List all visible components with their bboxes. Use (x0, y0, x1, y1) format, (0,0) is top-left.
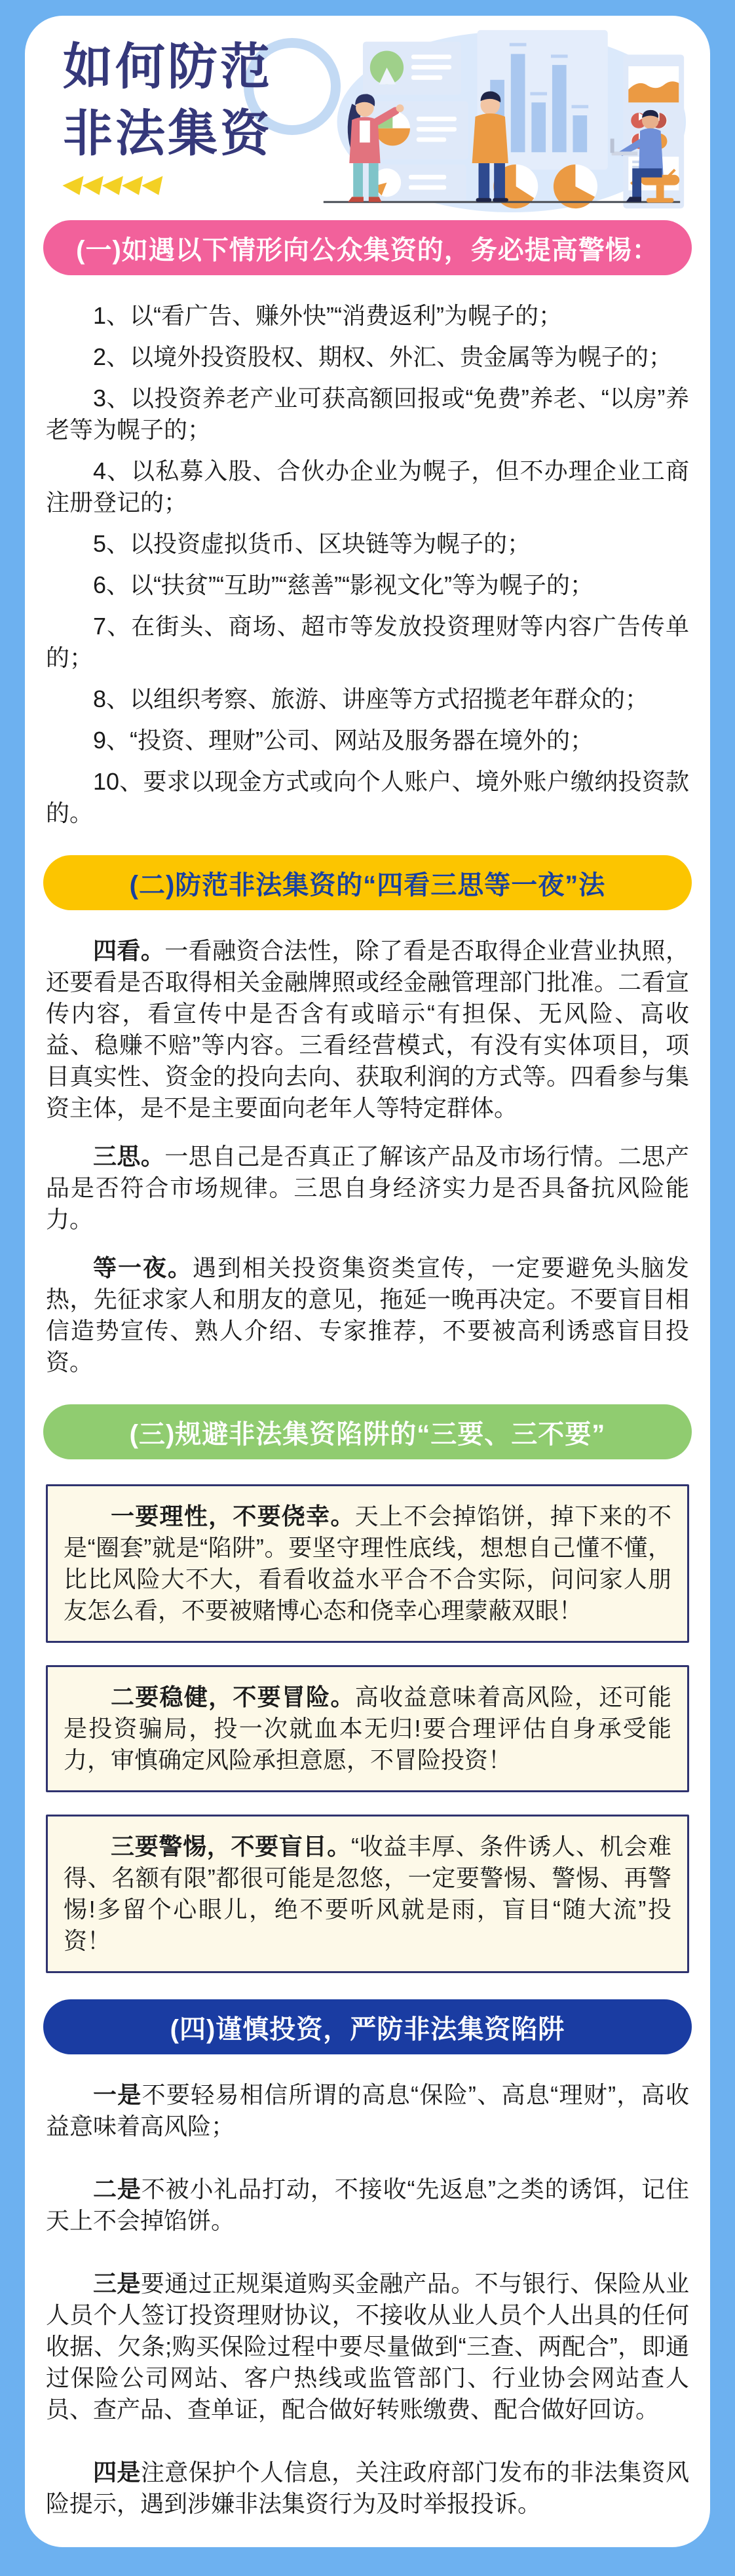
advice-text: 注意保护个人信息，关注政府部门发布的非法集资风险提示，遇到涉嫌非法集资行为及时举报投诉。 (46, 2459, 689, 2517)
section-1-header: (一)如遇以下情形向公众集资的，务必提高警惕： (43, 220, 692, 275)
paragraph-text: 一思自己是否真正了解该产品及市场行情。二思产品是否符合市场规律。三思自身经济实力是否具备抗风险能力。 (46, 1143, 689, 1233)
warning-item-9: 9、“投资、理财”公司、网站及服务器在境外的； (93, 727, 594, 754)
section-4-header: (四)谨慎投资，严防非法集资陷阱 (43, 1999, 692, 2054)
advice-lead: 三是 (93, 2270, 141, 2297)
tip-box-vigilant (46, 1815, 689, 1973)
warning-item-2: 2、以境外投资股权、期权、外汇、贵金属等为幌子的； (93, 343, 673, 370)
warning-item-1: 1、以“看广告、赚外快”“消费返利”为幌子的； (93, 302, 562, 329)
left-arrows-icon: ◀◀◀◀◀ (60, 169, 165, 198)
tip-paragraph (64, 1831, 671, 1957)
method-paragraph-four-looks (46, 935, 689, 1124)
method-paragraph-wait-a-night (46, 1252, 689, 1378)
tip-box-steady (46, 1665, 689, 1792)
paragraph-lead: 三思。 (93, 1143, 165, 1170)
paragraph-text: 遇到相关投资集资类宣传，一定要避免头脑发热，先征求家人和朋友的意见，拖延一晚再决定。不要盲目相信造势宣传、熟人介绍、专家推荐，不要被高利诱惑盲目投资。 (46, 1254, 689, 1375)
method-paragraph-three-thinks (46, 1141, 689, 1235)
advice-text: 不要轻易相信所谓的高息“保险”、高息“理财”，高收益意味着高风险； (46, 2081, 689, 2140)
advice-paragraph-4 (46, 2457, 689, 2520)
tip-text: 天上不会掉馅饼，掉下来的不是“圈套”就是“陷阱”。要坚守理性底线，想想自己懂不懂，比比风险大不大，看看收益水平合不合实际，问问家人朋友怎么看，不要被赌博心态和侥幸心理蒙蔽双眼！ (64, 1503, 671, 1624)
advice-paragraph-2 (46, 2174, 689, 2237)
warning-item-10: 10、要求以现金方式或向个人账户、境外账户缴纳投资款的。 (46, 768, 689, 826)
page-title-line2: 非法集资 (63, 106, 273, 162)
tip-text: “收益丰厚、条件诱人、机会难得、名额有限”都很可能是忽悠，一定要警惕、警惕、再警惕!多留个心眼儿，绝不要听风就是雨，盲目“随大流”投资！ (64, 1833, 671, 1954)
advice-paragraph-1 (46, 2079, 689, 2142)
warning-item-6: 6、以“扶贫”“互助”“慈善”“影视文化”等为幌子的； (93, 571, 594, 598)
warning-item-5: 5、以投资虚拟货币、区块链等为幌子的； (93, 530, 531, 557)
warning-item-3: 3、以投资养老产业可获高额回报或“免费”养老、“以房”养老等为幌子的； (46, 385, 689, 443)
poster-header (43, 16, 692, 212)
section-3-body (43, 1484, 692, 1973)
tip-text: 高收益意味着高风险，还可能是投资骗局，投一次就血本无归!要合理评估自身承受能力，审慎确定风险承担意愿，不冒险投资！ (64, 1683, 671, 1773)
section-4-body (43, 2079, 692, 2520)
tip-lead: 三要警惕，不要盲目。 (111, 1833, 351, 1860)
warning-item-7: 7、在街头、商场、超市等发放投资理财等内容广告传单的； (46, 613, 689, 671)
tip-lead: 二要稳健，不要冒险。 (111, 1683, 355, 1710)
advice-text: 不被小礼品打动，不接收“先返息”之类的诱饵，记住天上不会掉馅饼。 (46, 2176, 689, 2234)
advice-lead: 四是 (93, 2459, 141, 2486)
advice-paragraph-3 (46, 2268, 689, 2425)
paragraph-lead: 四看。 (93, 937, 165, 964)
advice-lead: 一是 (93, 2081, 142, 2108)
warning-item-4: 4、以私募入股、合伙办企业为幌子，但不办理企业工商注册登记的； (46, 457, 689, 516)
section-2-header: (二)防范非法集资的“四看三思等一夜”法 (43, 855, 692, 910)
paragraph-lead: 等一夜。 (93, 1254, 193, 1281)
section-3-header: (三)规避非法集资陷阱的“三要、三不要” (43, 1404, 692, 1459)
section-2-body (43, 935, 692, 1378)
paragraph-text: 一看融资合法性，除了看是否取得企业营业执照，还要看是否取得相关金融牌照或经金融管理部门批准。二看宣传内容，看宣传中是否含有或暗示“有担保、无风险、高收益、稳赚不赔”等内容。三看经营模式，有没有实体项目，项目真实性、资金的投向去向、获取利润的方式等。四看参与集资主体，是不是主要面向老年人等特定群体。 (46, 937, 689, 1121)
page-title (63, 34, 273, 168)
tip-lead: 一要理性，不要侥幸。 (111, 1503, 355, 1529)
tip-paragraph (64, 1501, 671, 1626)
poster-card (25, 16, 710, 2547)
advice-lead: 二是 (93, 2176, 141, 2202)
warning-item-8: 8、以组织考察、旅游、讲座等方式招揽老年群众的； (93, 685, 649, 712)
advice-text: 要通过正规渠道购买金融产品。不与银行、保险从业人员个人签订投资理财协议，不接收从业人员个人出具的任何收据、欠条;购买保险过程中要尽量做到“三查、两配合”，即通过保险公司网站、客户热线或监管部门、行业协会网站查人员、查产品、查单证，配合做好转账缴费、配合做好回访。 (46, 2270, 689, 2423)
tip-box-rational (46, 1484, 689, 1643)
tip-paragraph (64, 1682, 671, 1776)
people-analyzing-charts-illustration (312, 25, 692, 212)
section-1-body (43, 300, 692, 829)
page-title-line1: 如何防范 (63, 39, 273, 95)
